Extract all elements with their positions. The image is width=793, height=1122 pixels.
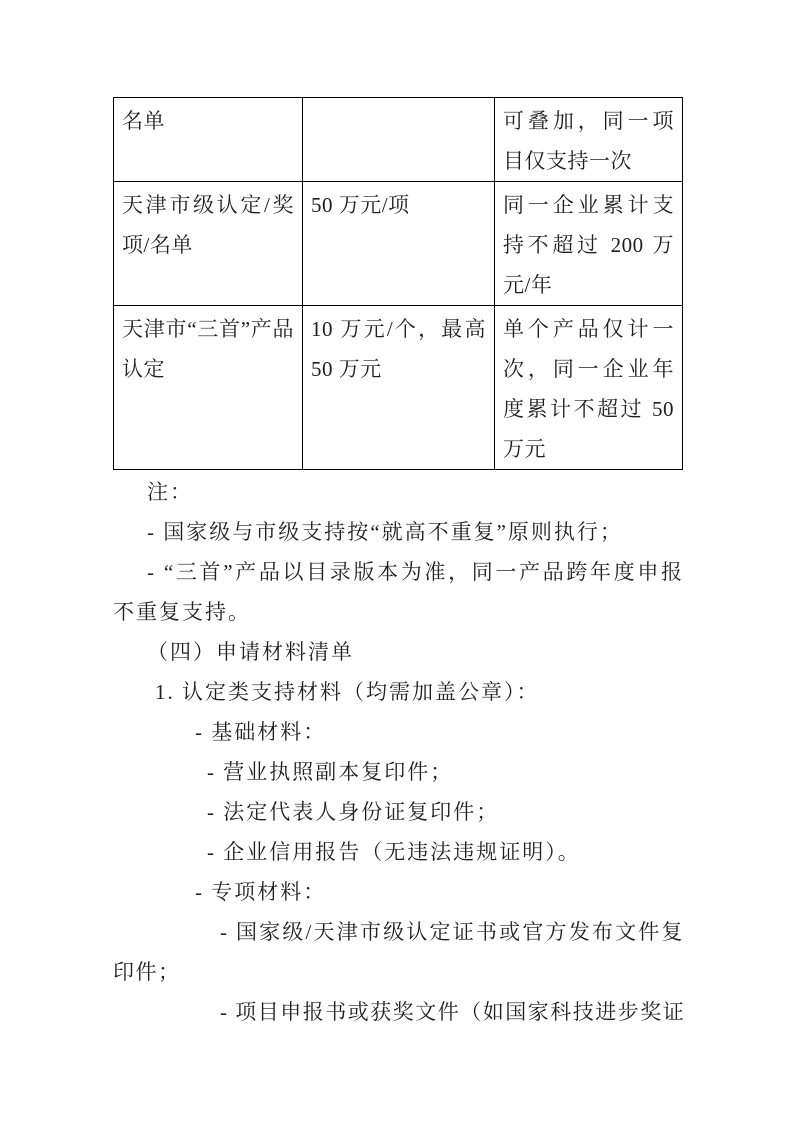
note-item: - 国家级与市级支持按“就高不重复”原则执行；: [147, 520, 623, 544]
table-cell: 单个产品仅计一次，同一企业年度累计不超过 50 万元: [495, 306, 683, 470]
table-cell: 10 万元/个，最高 50 万元: [303, 306, 495, 470]
section-heading: （四）申请材料清单: [147, 640, 354, 664]
table-row: [114, 98, 683, 182]
list-item: - 企业信用报告（无违法违规证明）。: [207, 840, 581, 864]
table-row: [114, 306, 683, 470]
table-cell: 50 万元/项: [303, 182, 495, 306]
table-cell: 天津市级认定/奖项/名单: [114, 182, 303, 306]
table-cell: 同一企业累计支持不超过 200 万元/年: [495, 182, 683, 306]
notes-label: 注：: [147, 480, 193, 504]
list-item: - 营业执照副本复印件；: [207, 760, 454, 784]
group-label: - 专项材料：: [195, 880, 327, 904]
list-item: - 法定代表人身份证复印件；: [207, 800, 500, 824]
list-item-cutoff: - 项目申报书或获奖文件（如国家科技进步奖证: [220, 1000, 686, 1024]
list-item: - 国家级/天津市级认定证书或官方发布文件复印件；: [113, 920, 684, 984]
support-standards-table: [113, 97, 683, 470]
body-text: [113, 472, 684, 1032]
table-cell: [303, 98, 495, 182]
table-row: [114, 182, 683, 306]
table-cell: 名单: [114, 98, 303, 182]
note-item: - “三首”产品以目录版本为准，同一产品跨年度申报不重复支持。: [113, 560, 684, 624]
table-cell: 可叠加，同一项目仅支持一次: [495, 98, 683, 182]
group-label: - 基础材料：: [195, 720, 327, 744]
table-cell: 天津市“三首”产品认定: [114, 306, 303, 470]
numbered-item: 1. 认定类支持材料（均需加盖公章）：: [155, 680, 540, 704]
